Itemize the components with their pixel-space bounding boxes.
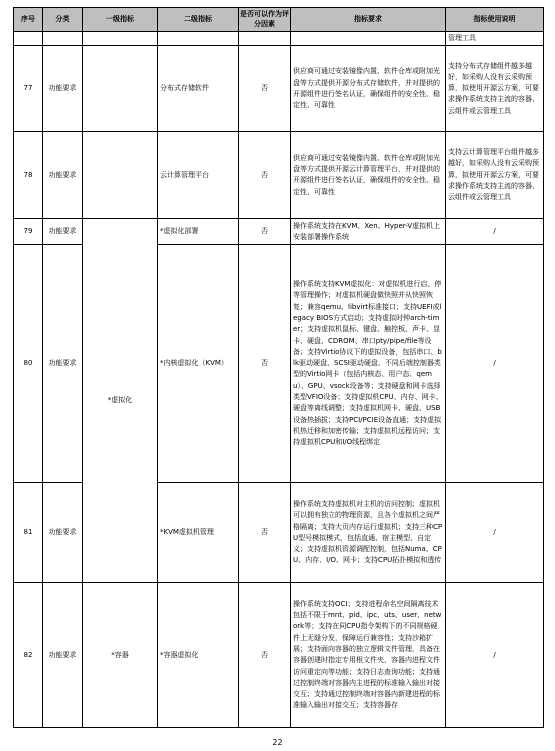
- cell-usage-note: /: [446, 583, 544, 728]
- cell-level2: 分布式存储软件: [158, 46, 239, 132]
- cell-scoring: [239, 32, 291, 46]
- cell-scoring: 否: [239, 583, 291, 728]
- cell-scoring: 否: [239, 483, 291, 583]
- header-level2: 二级指标: [158, 8, 239, 32]
- table-row: [14, 583, 544, 728]
- cell-scoring: 否: [239, 245, 291, 483]
- cell-level1: *容器: [83, 583, 158, 728]
- cell-requirement: 操作系统支持虚拟机对主机的访问控制；虚拟机可以拥有独立的物理资源，且各个虚拟机之间严格隔离；支持大页内存运行虚拟机；支持三种CPU型号模拟模式，包括直通、宿主模型、自定义；支持虚拟机资源调配控制，包括Numa、CPU、内存、I/O、网卡；支持CPU拓扑模拟和透传: [291, 483, 446, 583]
- header-category: 分类: [43, 8, 83, 32]
- cell-category: 功能要求: [43, 46, 83, 132]
- cell-no: 77: [14, 46, 43, 132]
- cell-level1: [83, 132, 158, 219]
- table-row: [14, 132, 544, 219]
- cell-requirement: 操作系统支持在KVM、Xen、Hyper-V虚拟机上安装部署操作系统: [291, 219, 446, 245]
- cell-no: 82: [14, 583, 43, 728]
- cell-requirement: [291, 32, 446, 46]
- cell-usage-note: /: [446, 245, 544, 483]
- header-no: 序号: [14, 8, 43, 32]
- cell-scoring: 否: [239, 132, 291, 219]
- cell-requirement: 操作系统支持OCI；支持进程命名空间隔离技术包括不限于mnt、pid、ipc、uts、user、network等；支持在同CPU指令架构下的不同规格硬件上无缝分发，保障运行兼容性；支持沙箱扩展；支持面向容器的独立逻辑文件管理，具备在容器创建时指定专用根文件夹，容器内进程文件访问重定向等功能；支持日志查询功能；支持通过控制终端对容器内主进程的标准输入输出对接交互；支持通过控制终端对容器内新建进程的标准输入输出对接交互；支持容器存: [291, 583, 446, 728]
- table-row: [14, 219, 544, 245]
- cell-scoring: 否: [239, 46, 291, 132]
- table-row-continuation: [14, 32, 544, 46]
- header-requirement: 指标要求: [291, 8, 446, 32]
- table-header-row: [14, 8, 544, 32]
- cell-level2: *内核虚拟化（KVM）: [158, 245, 239, 483]
- cell-category: 功能要求: [43, 583, 83, 728]
- cell-usage-note: 支持云计算管理平台组件越多越好，如采购人没有云采购预算，拟使用开源云方案，可要求操作系统支持主流的容器、云组件或云管理工具: [446, 132, 544, 219]
- cell-scoring: 否: [239, 219, 291, 245]
- indicator-table: [13, 7, 544, 728]
- cell-level2: [158, 32, 239, 46]
- cell-usage-note: 管理工具: [446, 32, 544, 46]
- cell-usage-note: 支持分布式存储组件越多越好，如采购人没有云采购预算，拟使用开源云方案，可要求操作系统支持主流的容器、云组件或云管理工具: [446, 46, 544, 132]
- cell-level2: *虚拟化部署: [158, 219, 239, 245]
- cell-level1: [83, 46, 158, 132]
- cell-no: 80: [14, 245, 43, 483]
- header-level1: 一级指标: [83, 8, 158, 32]
- cell-requirement: 供应商可通过安装镜像内置、软件仓库或附加光盘等方式提供开源分布式存储软件，并对提供的开源组件进行签名认证，确保组件的安全性、稳定性、可靠性: [291, 46, 446, 132]
- cell-level2: 云计算管理平台: [158, 132, 239, 219]
- header-usage-note: 指标使用说明: [446, 8, 544, 32]
- page-number: 22: [272, 738, 283, 747]
- cell-category: 功能要求: [43, 245, 83, 483]
- header-scoring: 是否可以作为评分因素: [239, 8, 291, 32]
- cell-level1: [83, 32, 158, 46]
- cell-usage-note: /: [446, 483, 544, 583]
- cell-no: [14, 32, 43, 46]
- cell-requirement: 操作系统支持KVM虚拟化：对虚拟机进行启、停等管理操作；对虚拟机硬盘做快照并从快照恢复；兼容qemu、libvirt标准接口；支持UEFI或legacy BIOS方式启动；支持虚拟时钟arch-timer；支持虚拟机鼠标、键盘、触控板、声卡、显卡、硬盘、CDROM、串口pty/pipe/file等设备；支持Virtio协议下的虚拟设备，包括串口、blk驱动硬盘、SCSI驱动硬盘、不同后端控制器类型的Virtio网卡（包括内核态、用户态、qemu）、GPU、vsock设备等；支持硬盘和网卡选择类型VFIO设备；支持虚拟机CPU、内存、网卡、硬盘等离线调整；支持虚拟机网卡、硬盘、USB设备热插拔；支持PCI/PCIE设备直通；支持虚拟机热迁移和加密传输；支持虚拟机远程访问；支持虚拟机CPU和I/O线程绑定: [291, 245, 446, 483]
- cell-category: 功能要求: [43, 483, 83, 583]
- cell-category: 功能要求: [43, 219, 83, 245]
- cell-level2: *容器虚拟化: [158, 583, 239, 728]
- cell-level2: *KVM虚拟机管理: [158, 483, 239, 583]
- cell-usage-note: /: [446, 219, 544, 245]
- table-row: [14, 46, 544, 132]
- cell-requirement: 供应商可通过安装镜像内置、软件仓库或附加光盘等方式提供开源云计算管理平台，并对提供的开源组件进行签名认证，确保组件的安全性、稳定性、可靠性: [291, 132, 446, 219]
- cell-category: 功能要求: [43, 132, 83, 219]
- cell-no: 81: [14, 483, 43, 583]
- cell-no: 78: [14, 132, 43, 219]
- cell-category: [43, 32, 83, 46]
- cell-level1-group: *虚拟化: [83, 219, 158, 583]
- cell-no: 79: [14, 219, 43, 245]
